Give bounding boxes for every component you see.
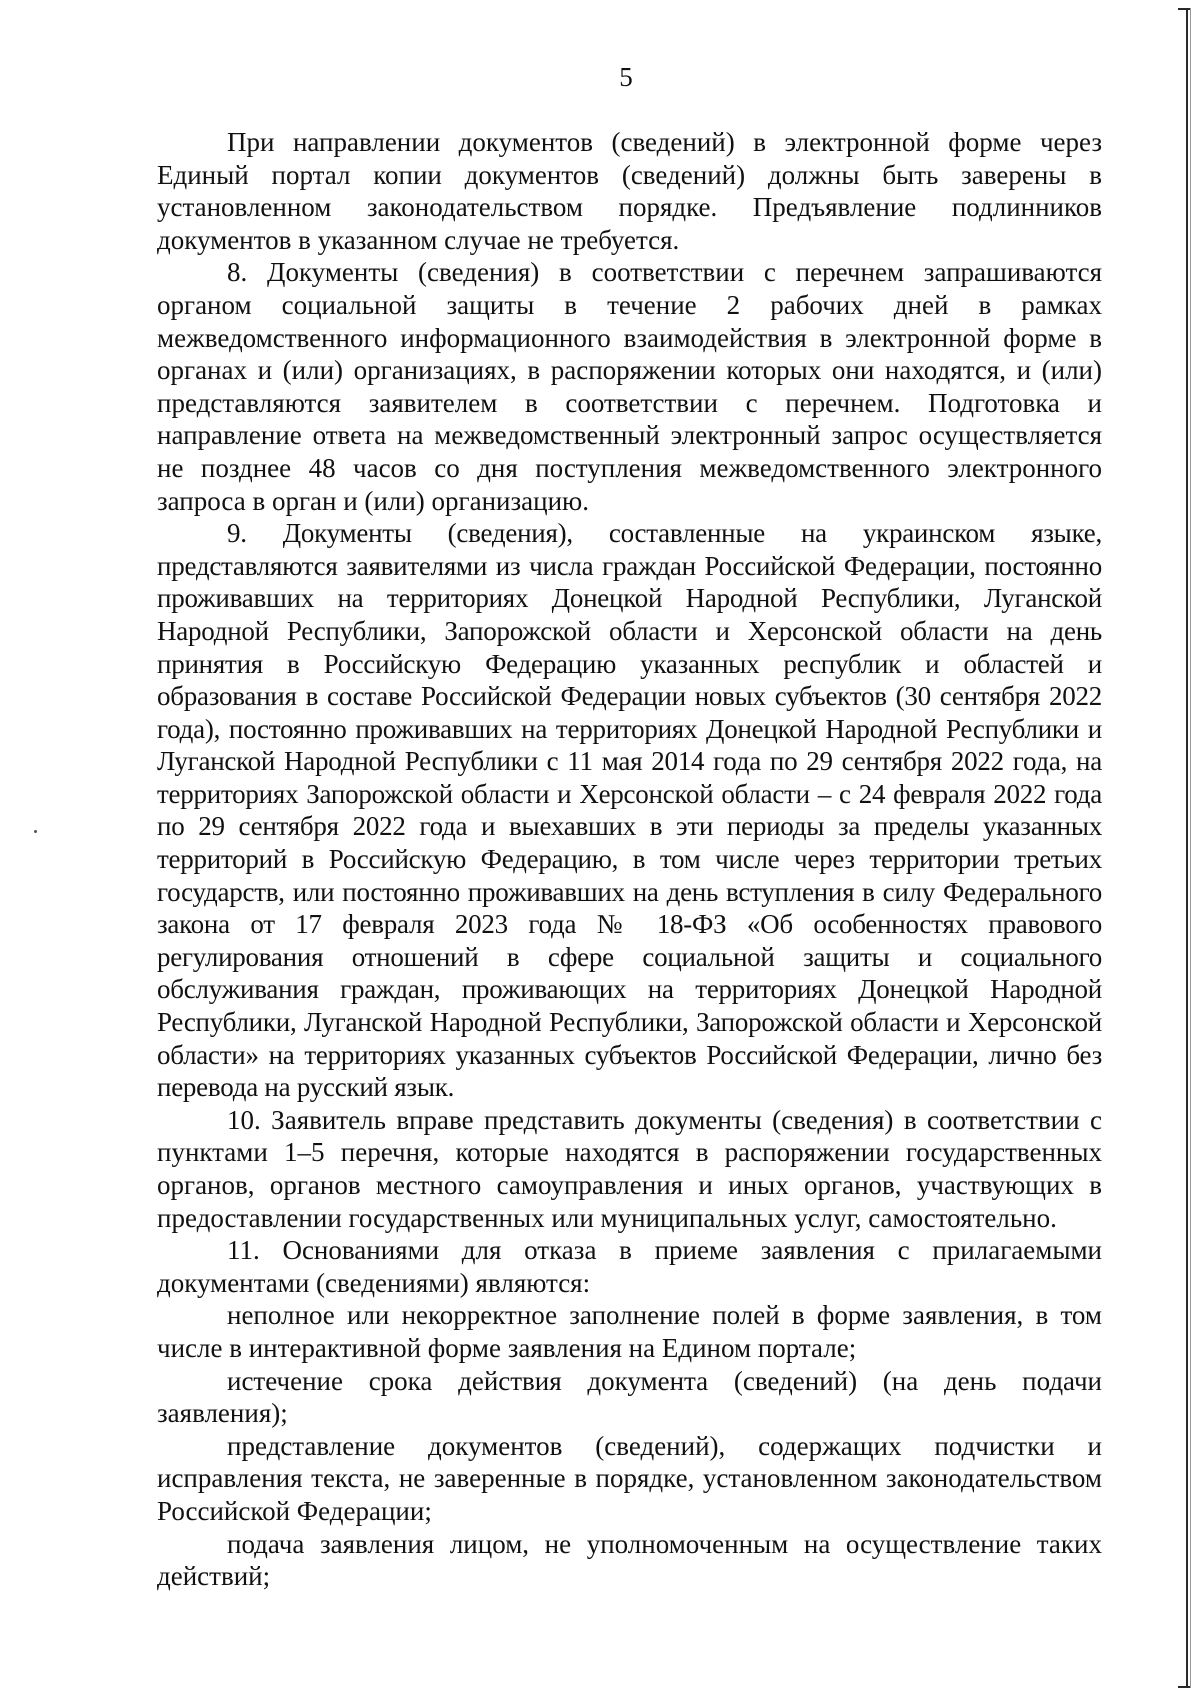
page-number: 5 <box>619 62 633 92</box>
scan-edge-line <box>1186 8 1188 1688</box>
refusal-ground-corrections: представление документов (сведений), содержащих подчистки и исправления текста, не заверенные в порядке, установленном законодательством Российской Федерации; <box>157 1430 1102 1526</box>
paragraph-item-10: 10. Заявитель вправе представить документы (сведения) в соответствии с пунктами 1–5 перечня, которые находятся в распоряжении государственных органов, органов местного самоуправления и иных органов, участвующих в предоставлении государственных или муниципальных услуг, самостоятельно. <box>157 1104 1102 1233</box>
paragraph-item-9: 9. Документы (сведения), составленные на украинском языке, представляются заявителями из числа граждан Российской Федерации, постоянно проживавших на территориях Донецкой Народной Республики, Луганской Народной Республики, Запорожской области и Херсонской области на день принятия в Российскую Федерацию указанных республик и областей и образования в составе Российской Федерации новых субъектов (30 сентября 2022 года), постоянно проживавших на территориях Донецкой Народной Республики и Луганской Народной Республики с 11 мая 2014 года по 29 сентября 2022 года, на территориях Запорожской области и Херсонской области – с 24 февраля 2022 года по 29 сентября 2022 года и выехавших в эти периоды за пределы указанных территорий в Российскую Федерацию, в том числе через территории третьих государств, или постоянно проживавших на день вступления в силу Федерального закона от 17 февраля 2023 года № 18-ФЗ «Об особенностях правового регулирования отношений в сфере социальной защиты и социального обслуживания граждан, проживающих на территориях Донецкой Народной Республики, Луганской Народной Республики, Запорожской области и Херсонской области» на территориях указанных субъектов Российской Федерации, лично без перевода на русский язык. <box>157 518 1102 1103</box>
refusal-ground-expired-document: истечение срока действия документа (сведений) (на день подачи заявления); <box>157 1365 1102 1429</box>
paragraph-portal-copies: При направлении документов (сведений) в электронной форме через Единый портал копии документов (сведений) должны быть заверены в установленном законодательством порядке. Предъявление подлинников документов в указанном случае не требуется. <box>157 127 1102 255</box>
paragraph-item-8: 8. Документы (сведения) в соответствии с перечнем запрашиваются органом социальной защиты в течение 2 рабочих дней в рамках межведомственного информационного взаимодействия в электронной форме в органах и (или) организациях, в распоряжении которых они находятся, и (или) представляются заявителем в соответствии с перечнем. Подготовка и направление ответа на межведомственный электронный запрос осуществляется не позднее 48 часов со дня поступления межведомственного электронного запроса в орган и (или) организацию. <box>157 257 1102 516</box>
scan-edge-cap-top <box>1178 8 1190 10</box>
scan-edge-line-secondary <box>1190 8 1191 1688</box>
scan-speck <box>34 830 37 833</box>
scan-edge-cap-bottom <box>1178 1686 1190 1688</box>
refusal-ground-incomplete-form: неполное или некорректное заполнение полей в форме заявления, в том числе в интерактивной форме заявления на Едином портале; <box>157 1300 1102 1363</box>
document-body <box>157 126 1102 1593</box>
paragraph-item-11: 11. Основаниями для отказа в приеме заявления с прилагаемыми документами (сведениями) являются: <box>157 1235 1102 1298</box>
refusal-ground-unauthorized-person: подача заявления лицом, не уполномоченным на осуществление таких действий; <box>157 1528 1102 1592</box>
